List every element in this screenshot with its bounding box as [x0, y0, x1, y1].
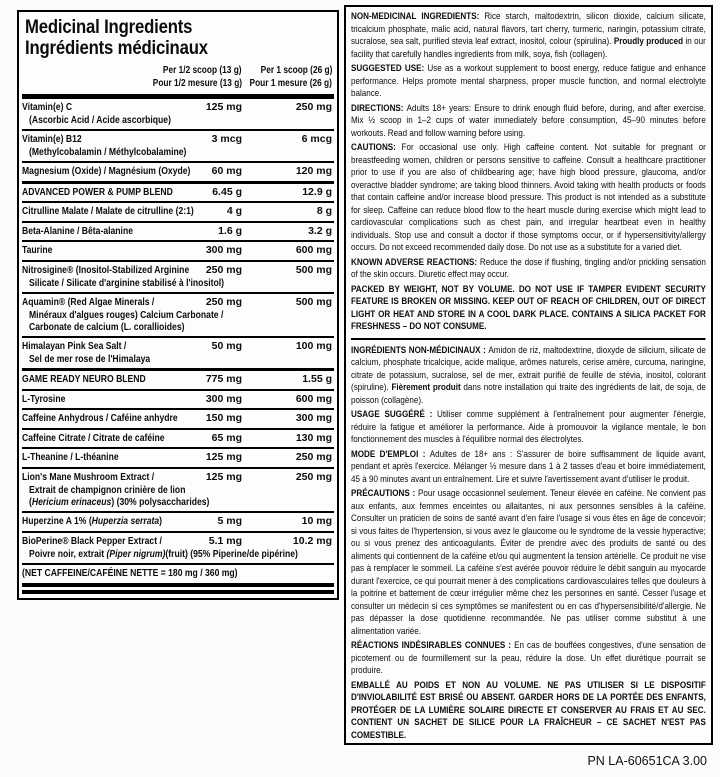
ingredient-name-line: Minéraux d'algues rouges) Calcium Carbonate /	[29, 308, 224, 321]
amount-half-scoop: 125 mg	[205, 470, 242, 483]
amount-half-scoop: 60 mg	[211, 165, 242, 177]
amount-full-scoop: 500 mg	[295, 263, 332, 276]
panel-title-fr: Ingrédients médicinaux	[25, 37, 208, 59]
ingredient-name-line: Lion's Mane Mushroom Extract /	[22, 470, 155, 483]
ingredient-row	[22, 201, 334, 221]
english-paragraph: DIRECTIONS: Adults 18+ years: Ensure to drink enough fluid before, during, and after exercise. Mix ½ scoop in 1–2 cups of water immediately before consumption, 45–90 minutes before workouts. Read and follow warning before using.	[351, 102, 706, 139]
english-section	[351, 11, 706, 334]
ingredient-name-line: Magnesium (Oxide) / Magnésium (Oxyde)	[22, 165, 191, 177]
medicinal-ingredients-panel	[17, 10, 339, 600]
ingredient-row	[22, 467, 334, 512]
ingredient-name-line: Taurine	[22, 244, 53, 256]
col1-label-en: Per 1/2 scoop (13 g)	[163, 65, 242, 76]
amount-half-scoop: 125 mg	[205, 101, 242, 113]
amount-full-scoop: 100 mg	[295, 340, 332, 352]
ingredient-name-line: Beta-Alanine / Bêta-alanine	[22, 224, 134, 237]
amount-full-scoop: 250 mg	[295, 470, 332, 483]
french-paragraph: RÉACTIONS INDÉSIRABLES CONNUES : En cas de bouffées congestives, d'une sensation de picotement ou de fourmillement sur la peau, réduire la dose. Un effet diurétique pourrait se produire.	[351, 640, 706, 676]
col2-label-en: Per 1 scoop (26 g)	[260, 65, 332, 76]
amount-full-scoop: 3.2 g	[308, 224, 332, 237]
english-paragraph: PACKED BY WEIGHT, NOT BY VOLUME. DO NOT USE IF TAMPER EVIDENT SECURITY FEATURE IS BROKEN OR MISSING. KEEP OUT OF REACH OF CHILDREN, OUT OF DIRECT LIGHT OR HEAT AND STORE IN A COOL DARK PLACE. CONTAINS A SILICA PACKET FOR FRESHNESS – DO NOT CONSUME.	[351, 283, 706, 332]
panel-title-en: Medicinal Ingredients	[25, 17, 193, 38]
amount-full-scoop: 10.2 mg	[292, 534, 332, 547]
ingredient-name-line: GAME READY NEURO BLEND	[22, 373, 146, 385]
amount-full-scoop: 250 mg	[295, 451, 332, 463]
amount-full-scoop: 8 g	[316, 205, 332, 217]
ingredient-row	[22, 292, 334, 337]
ingredient-name-line: (Methylcobalamin / Méthylcobalamine)	[29, 146, 187, 158]
ingredient-row	[22, 336, 334, 368]
ingredient-name-line: L-Theanine / L-théanine	[22, 451, 119, 463]
ingredient-name-line: Carbonate de calcium (L. corallioides)	[29, 321, 185, 333]
ingredient-row	[22, 240, 334, 260]
ingredient-name-line: Himalayan Pink Sea Salt /	[22, 340, 127, 352]
ingredient-name-line: L-Tyrosine	[22, 392, 66, 405]
col2-label-fr: Pour 1 mesure (26 g)	[249, 78, 332, 89]
amount-half-scoop: 50 mg	[211, 340, 242, 352]
ingredient-row	[22, 221, 334, 241]
table-bottom-bar	[22, 583, 334, 594]
ingredient-name-line: Aquamin® (Red Algae Minerals /	[22, 295, 155, 308]
amount-half-scoop: 5.1 mg	[208, 534, 242, 547]
amount-full-scoop: 250 mg	[295, 101, 332, 113]
amount-half-scoop: 1.6 g	[218, 224, 242, 237]
ingredient-row	[22, 389, 334, 409]
ingredient-name-line: Vitamin(e) C	[22, 101, 73, 113]
french-paragraph: PRÉCAUTIONS : Pour usage occasionnel seulement. Teneur élevée en caféine. Ne convient pas aux enfants, aux femmes enceintes ou allaitantes, ni aux personnes sensibles à la caféine. Consulter un praticien de soins de santé avant d'en faire l'usage si vous êtes en âge de concevoir; si vous faites de l'hypertension, si vous avez le glaucome ou le syndrome de la vessie hyperactive; ou si vous prenez des anticoagulants. Éviter de prendre avec des produits de santé ou des aliments qui contiennent de la caféine et/ou qui augmentent la tension artérielle. Ce produit ne vise pas à remplacer le sommeil. La caféine s'est avérée pouvoir réduire le débit sanguin au myocarde durant l'exercice, ce qui pourrait mener à des complications cardiovasculaires telles que douleurs à la poitrine et battement de cœur irrégulier même chez les personnes en santé. Cesser l'usage et consulter un médecin si ces symptômes se manifestent ou en cas d'hypersensibilité/d'allergie. Ne pas dépasser la dose quotidienne recommandée. Ne pas utiliser comme substitut à une alimentation variée.	[351, 488, 706, 637]
ingredient-name-line: BioPerine® Black Pepper Extract /	[22, 534, 162, 547]
ingredient-name-line: Citrulline Malate / Malate de citrulline (2:1)	[22, 205, 194, 217]
net-caffeine-text: (NET CAFFEINE/CAFÉINE NETTE = 180 mg / 360 mg)	[22, 566, 238, 579]
ingredient-name-line: (Hericium erinaceus) (30% polysaccharides)	[29, 496, 210, 508]
column-header-full-scoop	[235, 64, 332, 90]
amount-half-scoop: 775 mg	[205, 373, 242, 385]
amount-half-scoop: 300 mg	[205, 244, 242, 256]
amount-half-scoop: 300 mg	[205, 392, 242, 405]
ingredient-row	[22, 428, 334, 448]
ingredient-row	[22, 511, 334, 531]
ingredient-name-line: Sel de mer rose de l'Himalaya	[29, 353, 151, 365]
french-paragraph: INGRÉDIENTS NON-MÉDICINAUX : Amidon de riz, maltodextrine, dioxyde de silicium, silicate de calcium, phosphate tricalcique, acide malique, arômes naturels, cerise amère, curcuma, naringine, citrate de potassium, sucralose, sel de mer, extrait purifié de feuille de stévia, inositol, colorant (spiruline). Fièrement produit dans notre installation qui traite des ingrédients de lait, de soja, de poisson (collagène).	[351, 344, 706, 406]
english-paragraph: NON-MEDICINAL INGREDIENTS: Rice starch, maltodextrin, silicon dioxide, calcium silicate, tricalcium phosphate, malic acid, natural flavors, tart cherry, turmeric, naringin, potassium citrate, sucralose, sea salt, purified stevia leaf extract, inositol, colour (spirulina). Proudly produced in our facility that carefully handles ingredients from milk, soya, fish (collagen).	[351, 11, 706, 60]
col1-label-fr: Pour 1/2 mesure (13 g)	[152, 78, 242, 89]
amount-full-scoop: 12.9 g	[302, 185, 332, 198]
ingredient-name-line: Extrait de champignon crinière de lion	[29, 483, 186, 496]
amount-full-scoop: 120 mg	[295, 165, 332, 177]
ingredients-rows	[22, 99, 334, 563]
amount-half-scoop: 150 mg	[205, 412, 242, 424]
amount-full-scoop: 600 mg	[295, 244, 332, 256]
amount-full-scoop: 500 mg	[295, 295, 332, 308]
english-paragraph: CAUTIONS: For occasional use only. High caffeine content. Not suitable for pregnant or breastfeeding women, children or persons sensitive to caffeine. Consult a healthcare practitioner prior to use if you are also of childbearing age; have high blood pressure, glaucoma, and/or overactive bladder syndrome; are taking blood thinners. Avoid taking with health products or foods that contain caffeine and/or increase blood pressure. This product is not intended as a substitute for sleep. Caffeine can reduce blood flow to the heart muscle during exercise which might lead to cardiovascular complications such as chest pain, and irregular heartbeat even in healthy individuals. Stop use and consult a doctor if those symptoms occur, or if hypersensitivity/allergy occurs. Do not exceed recommended daily dose. Do not use as a substitute for a varied diet.	[351, 142, 706, 253]
ingredient-name-line: Huperzine A 1% (Huperzia serrata)	[22, 515, 163, 527]
blend-header-row	[22, 368, 334, 389]
language-divider	[351, 338, 706, 340]
amount-half-scoop: 4 g	[226, 205, 242, 217]
ingredient-row	[22, 99, 334, 129]
ingredient-name-line: Poivre noir, extrait (Piper nigrum)(fruit) (95% Piperine/de pipérine)	[29, 547, 298, 560]
ingredient-name-line: Caffeine Anhydrous / Caféine anhydre	[22, 412, 178, 424]
amount-half-scoop: 6.45 g	[212, 185, 242, 198]
amount-full-scoop: 300 mg	[295, 412, 332, 424]
amount-half-scoop: 3 mcg	[211, 133, 242, 145]
french-section	[351, 345, 706, 743]
ingredient-name-line: Caffeine Citrate / Citrate de caféine	[22, 431, 165, 444]
amount-half-scoop: 250 mg	[205, 263, 242, 276]
ingredient-name-line: Nitrosigine® (Inositol-Stabilized Arginine	[22, 263, 190, 276]
ingredient-name-line: Silicate / Silicate d'arginine stabilisé à l'inositol)	[29, 276, 225, 289]
ingredient-row	[22, 260, 334, 292]
amount-full-scoop: 10 mg	[301, 515, 332, 527]
ingredient-name-line: ADVANCED POWER & PUMP BLEND	[22, 185, 173, 198]
amount-half-scoop: 125 mg	[205, 451, 242, 463]
french-paragraph: EMBALLÉ AU POIDS ET NON AU VOLUME. NE PAS UTILISER SI LE DISPOSITIF D'INVIOLABILITÉ EST BRISÉ OU ABSENT. GARDER HORS DE LA PORTÉE DES ENFANTS, PROTÉGER DE LA LUMIÈRE SOLAIRE DIRECTE ET CONSERVER AU FRAIS ET AU SEC. CONTIENT UN SACHET DE SILICE POUR LA FRAÎCHEUR – CE SACHET N'EST PAS COMESTIBLE.	[351, 679, 706, 741]
amount-full-scoop: 600 mg	[295, 392, 332, 405]
ingredient-row	[22, 408, 334, 428]
french-paragraph: MODE D'EMPLOI : Adultes de 18+ ans : S'assurer de boire suffisamment de liquide avant, pendant et après l'exercice. Mélanger ½ mesure dans 1 à 2 tasses d'eau et boire immédiatement, 45 à 90 minutes avant un entraînement. Lire et suivre l'avertissement avant d'utiliser le produit.	[351, 448, 706, 485]
french-paragraph: USAGE SUGGÉRÉ : Utiliser comme supplément à l'entraînement pour augmenter l'énergie, réduire la fatigue et améliorer la performance. Aide à promouvoir la vigilance mentale, le bon fonctionnement des muscles à l'équilibre normal des électrolytes.	[351, 409, 706, 445]
ingredient-row	[22, 161, 334, 181]
ingredient-row	[22, 531, 334, 563]
amount-half-scoop: 5 mg	[217, 515, 242, 527]
amount-full-scoop: 1.55 g	[302, 373, 332, 385]
net-caffeine-row	[22, 563, 334, 583]
blend-header-row	[22, 181, 334, 202]
amount-full-scoop: 130 mg	[295, 431, 332, 444]
part-number: PN LA-60651CA 3.00	[587, 754, 707, 768]
ingredient-name-line: Vitamin(e) B12	[22, 133, 82, 145]
column-headers	[22, 64, 334, 92]
panel-title	[25, 18, 297, 59]
column-header-half-scoop	[137, 64, 242, 90]
non-medicinal-info-panel	[344, 5, 713, 745]
ingredient-row	[22, 447, 334, 467]
english-paragraph: SUGGESTED USE: Use as a workout supplement to boost energy, reduce fatigue and enhance performance. Helps promote mental sharpness, proper muscle function, and normal electrolyte balance.	[351, 63, 706, 99]
amount-half-scoop: 250 mg	[205, 295, 242, 308]
amount-half-scoop: 65 mg	[211, 431, 242, 444]
ingredient-name-line: (Ascorbic Acid / Acide ascorbique)	[29, 114, 171, 126]
english-paragraph: KNOWN ADVERSE REACTIONS: Reduce the dose if flushing, tingling and/or prickling sensation of the skin occurs. Diuretic effect may occur.	[351, 256, 706, 280]
ingredient-row	[22, 129, 334, 161]
amount-full-scoop: 6 mcg	[301, 133, 332, 145]
